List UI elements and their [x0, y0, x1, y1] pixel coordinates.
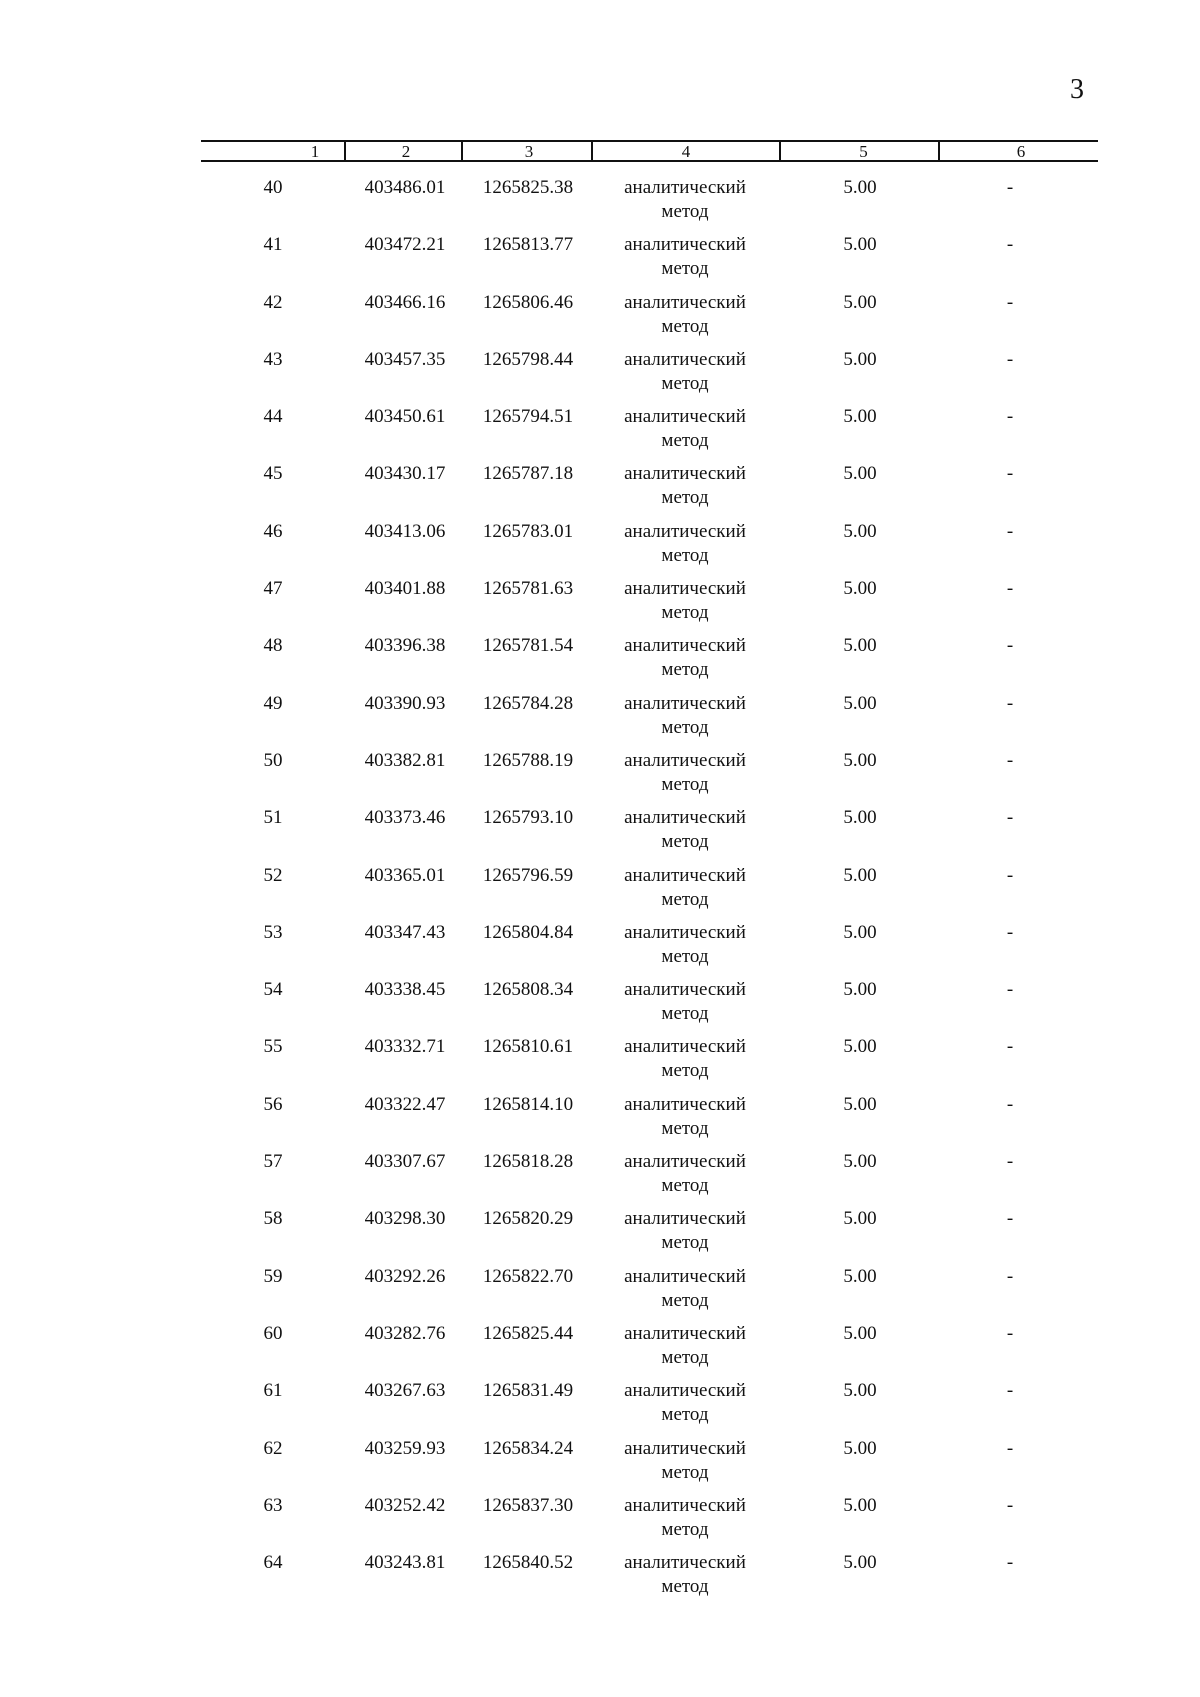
- coord-y: 1265806.46: [482, 291, 574, 313]
- coord-y: 1265781.63: [482, 578, 574, 600]
- method-line-2: метод: [661, 773, 709, 795]
- error-value: 5.00: [843, 406, 877, 428]
- note: -: [1006, 864, 1014, 886]
- note: -: [1006, 1151, 1014, 1173]
- point-number: 47: [263, 578, 283, 600]
- error-value: 5.00: [843, 1380, 877, 1402]
- coord-y: 1265796.59: [482, 864, 574, 886]
- note: -: [1006, 921, 1014, 943]
- page-number: 3: [1070, 74, 1084, 105]
- note: -: [1006, 291, 1014, 313]
- table-row: [0, 405, 1200, 462]
- note: -: [1006, 749, 1014, 771]
- method-line-2: метод: [661, 315, 709, 337]
- table-row: [0, 462, 1200, 519]
- coord-y: 1265837.30: [482, 1494, 574, 1516]
- method-line-1: аналитический: [624, 979, 746, 1001]
- table-row: [0, 1551, 1200, 1608]
- method-line-1: аналитический: [624, 1265, 746, 1287]
- table-row: [0, 749, 1200, 806]
- method-line-1: аналитический: [624, 348, 746, 370]
- error-value: 5.00: [843, 749, 877, 771]
- point-number: 56: [263, 1093, 283, 1115]
- point-number: 51: [263, 807, 283, 829]
- coord-y: 1265831.49: [482, 1380, 574, 1402]
- method-line-2: метод: [661, 716, 709, 738]
- error-value: 5.00: [843, 1494, 877, 1516]
- point-number: 50: [263, 749, 283, 771]
- error-value: 5.00: [843, 1265, 877, 1287]
- method-line-2: метод: [661, 888, 709, 910]
- coord-x: 403267.63: [364, 1380, 446, 1402]
- coord-x: 403252.42: [364, 1494, 446, 1516]
- method-line-1: аналитический: [624, 692, 746, 714]
- point-number: 61: [263, 1380, 283, 1402]
- method-line-1: аналитический: [624, 864, 746, 886]
- table-row: [0, 634, 1200, 691]
- error-value: 5.00: [843, 177, 877, 198]
- note: -: [1006, 979, 1014, 1001]
- method-line-1: аналитический: [624, 807, 746, 829]
- coord-x: 403413.06: [364, 520, 446, 542]
- table-row: [0, 291, 1200, 348]
- coord-x: 403382.81: [364, 749, 446, 771]
- error-value: 5.00: [843, 291, 877, 313]
- method-line-1: аналитический: [624, 463, 746, 485]
- method-line-2: метод: [661, 1289, 709, 1311]
- table-row: [0, 1379, 1200, 1436]
- method-line-1: аналитический: [624, 1494, 746, 1516]
- coord-y: 1265818.28: [482, 1151, 574, 1173]
- method-line-2: метод: [661, 258, 709, 280]
- method-line-1: аналитический: [624, 1380, 746, 1402]
- error-value: 5.00: [843, 979, 877, 1001]
- method-line-1: аналитический: [624, 635, 746, 657]
- coord-x: 403457.35: [364, 348, 446, 370]
- method: [605, 291, 765, 339]
- method-line-1: аналитический: [624, 1552, 746, 1574]
- header-divider: [344, 140, 346, 162]
- method: [605, 462, 765, 510]
- point-number: 40: [263, 177, 283, 198]
- error-value: 5.00: [843, 921, 877, 943]
- method-line-2: метод: [661, 430, 709, 452]
- error-value: 5.00: [843, 807, 877, 829]
- method-line-1: аналитический: [624, 1151, 746, 1173]
- method: [605, 577, 765, 625]
- error-value: 5.00: [843, 463, 877, 485]
- header-col-4: 4: [681, 142, 691, 161]
- coord-x: 403472.21: [364, 234, 446, 256]
- method-line-2: метод: [661, 1461, 709, 1483]
- coord-y: 1265814.10: [482, 1093, 574, 1115]
- method: [605, 1322, 765, 1370]
- table-header: [201, 140, 1098, 162]
- error-value: 5.00: [843, 1552, 877, 1574]
- coord-x: 403259.93: [364, 1437, 446, 1459]
- coord-x: 403332.71: [364, 1036, 446, 1058]
- table-row: [0, 978, 1200, 1035]
- method-line-2: метод: [661, 945, 709, 967]
- coord-x: 403450.61: [364, 406, 446, 428]
- method: [605, 233, 765, 281]
- point-number: 62: [263, 1437, 283, 1459]
- method-line-2: метод: [661, 1232, 709, 1254]
- method: [605, 806, 765, 854]
- point-number: 48: [263, 635, 283, 657]
- coord-y: 1265781.54: [482, 635, 574, 657]
- coord-x: 403365.01: [364, 864, 446, 886]
- point-number: 44: [263, 406, 283, 428]
- point-number: 58: [263, 1208, 283, 1230]
- point-number: 53: [263, 921, 283, 943]
- table-row: [0, 921, 1200, 978]
- method: [605, 176, 765, 224]
- method: [605, 1150, 765, 1198]
- coord-x: 403292.26: [364, 1265, 446, 1287]
- header-col-1: 1: [310, 142, 320, 161]
- header-col-5: 5: [859, 142, 868, 161]
- header-divider: [461, 140, 463, 162]
- error-value: 5.00: [843, 348, 877, 370]
- coord-x: 403243.81: [364, 1552, 446, 1574]
- point-number: 43: [263, 348, 283, 370]
- method-line-1: аналитический: [624, 291, 746, 313]
- method: [605, 1265, 765, 1313]
- table-row: [0, 176, 1200, 233]
- method-line-1: аналитический: [624, 749, 746, 771]
- coord-x: 403486.01: [364, 177, 446, 198]
- point-number: 60: [263, 1322, 283, 1344]
- method-line-2: метод: [661, 544, 709, 566]
- method: [605, 634, 765, 682]
- table-row: [0, 692, 1200, 749]
- method-line-2: метод: [661, 487, 709, 509]
- coord-y: 1265840.52: [482, 1552, 574, 1574]
- note: -: [1006, 578, 1014, 600]
- header-col-3: 3: [524, 142, 534, 161]
- header-divider: [938, 140, 940, 162]
- note: -: [1006, 692, 1014, 714]
- error-value: 5.00: [843, 1437, 877, 1459]
- note: -: [1006, 1494, 1014, 1516]
- error-value: 5.00: [843, 1322, 877, 1344]
- method-line-2: метод: [661, 1117, 709, 1139]
- error-value: 5.00: [843, 578, 877, 600]
- point-number: 41: [263, 234, 283, 256]
- method: [605, 1437, 765, 1485]
- table-row: [0, 520, 1200, 577]
- method: [605, 1551, 765, 1599]
- note: -: [1006, 1265, 1014, 1287]
- coord-y: 1265787.18: [482, 463, 574, 485]
- coord-y: 1265834.24: [482, 1437, 574, 1459]
- method-line-2: метод: [661, 602, 709, 624]
- method-line-2: метод: [661, 201, 709, 222]
- method-line-2: метод: [661, 1175, 709, 1197]
- table-row: [0, 864, 1200, 921]
- coord-y: 1265813.77: [482, 234, 574, 256]
- point-number: 63: [263, 1494, 283, 1516]
- method: [605, 864, 765, 912]
- error-value: 5.00: [843, 234, 877, 256]
- coord-y: 1265808.34: [482, 979, 574, 1001]
- method-line-1: аналитический: [624, 1208, 746, 1230]
- method-line-2: метод: [661, 1346, 709, 1368]
- method-line-1: аналитический: [624, 234, 746, 256]
- method-line-1: аналитический: [624, 406, 746, 428]
- coord-x: 403396.38: [364, 635, 446, 657]
- note: -: [1006, 1036, 1014, 1058]
- method: [605, 1035, 765, 1083]
- note: -: [1006, 234, 1014, 256]
- table-row: [0, 348, 1200, 405]
- note: -: [1006, 1552, 1014, 1574]
- coord-x: 403466.16: [364, 291, 446, 313]
- method: [605, 348, 765, 396]
- coord-y: 1265794.51: [482, 406, 574, 428]
- point-number: 64: [263, 1552, 283, 1574]
- error-value: 5.00: [843, 520, 877, 542]
- method-line-1: аналитический: [624, 177, 746, 198]
- coord-y: 1265820.29: [482, 1208, 574, 1230]
- note: -: [1006, 635, 1014, 657]
- method: [605, 749, 765, 797]
- note: -: [1006, 348, 1014, 370]
- coord-y: 1265784.28: [482, 692, 574, 714]
- method: [605, 1207, 765, 1255]
- coord-y: 1265788.19: [482, 749, 574, 771]
- table-row: [0, 1093, 1200, 1150]
- note: -: [1006, 1437, 1014, 1459]
- method: [605, 692, 765, 740]
- coord-x: 403401.88: [364, 578, 446, 600]
- table-row: [0, 1494, 1200, 1551]
- method-line-1: аналитический: [624, 1437, 746, 1459]
- note: -: [1006, 406, 1014, 428]
- method-line-1: аналитический: [624, 1322, 746, 1344]
- header-divider: [591, 140, 593, 162]
- coord-x: 403322.47: [364, 1093, 446, 1115]
- coord-y: 1265822.70: [482, 1265, 574, 1287]
- method-line-2: метод: [661, 1003, 709, 1025]
- method: [605, 921, 765, 969]
- table-row: [0, 1322, 1200, 1379]
- point-number: 46: [263, 520, 283, 542]
- method: [605, 978, 765, 1026]
- method-line-1: аналитический: [624, 520, 746, 542]
- error-value: 5.00: [843, 864, 877, 886]
- coord-x: 403298.30: [364, 1208, 446, 1230]
- coord-y: 1265804.84: [482, 921, 574, 943]
- table-body: [0, 176, 1200, 1608]
- coord-x: 403347.43: [364, 921, 446, 943]
- coord-x: 403282.76: [364, 1322, 446, 1344]
- note: -: [1006, 1208, 1014, 1230]
- method: [605, 1093, 765, 1141]
- note: -: [1006, 177, 1014, 198]
- table-row: [0, 1207, 1200, 1264]
- point-number: 49: [263, 692, 283, 714]
- method: [605, 405, 765, 453]
- method-line-2: метод: [661, 1576, 709, 1598]
- method-line-1: аналитический: [624, 578, 746, 600]
- coord-y: 1265825.38: [482, 177, 574, 198]
- coord-x: 403373.46: [364, 807, 446, 829]
- error-value: 5.00: [843, 1036, 877, 1058]
- method-line-2: метод: [661, 1518, 709, 1540]
- header-col-6: 6: [1016, 142, 1026, 161]
- coord-x: 403338.45: [364, 979, 446, 1001]
- point-number: 59: [263, 1265, 283, 1287]
- note: -: [1006, 1380, 1014, 1402]
- method-line-2: метод: [661, 831, 709, 853]
- error-value: 5.00: [843, 692, 877, 714]
- point-number: 52: [263, 864, 283, 886]
- method-line-1: аналитический: [624, 921, 746, 943]
- method-line-1: аналитический: [624, 1036, 746, 1058]
- coord-x: 403307.67: [364, 1151, 446, 1173]
- coord-y: 1265825.44: [482, 1322, 574, 1344]
- table-row: [0, 1150, 1200, 1207]
- coord-y: 1265810.61: [482, 1036, 574, 1058]
- note: -: [1006, 807, 1014, 829]
- note: -: [1006, 520, 1014, 542]
- coord-x: 403430.17: [364, 463, 446, 485]
- method: [605, 520, 765, 568]
- method-line-2: метод: [661, 1060, 709, 1082]
- note: -: [1006, 1093, 1014, 1115]
- note: -: [1006, 463, 1014, 485]
- error-value: 5.00: [843, 1208, 877, 1230]
- coord-y: 1265783.01: [482, 520, 574, 542]
- method-line-1: аналитический: [624, 1093, 746, 1115]
- table-row: [0, 233, 1200, 290]
- method: [605, 1379, 765, 1427]
- table-row: [0, 1035, 1200, 1092]
- point-number: 54: [263, 979, 283, 1001]
- error-value: 5.00: [843, 1151, 877, 1173]
- table-row: [0, 1265, 1200, 1322]
- table-row: [0, 577, 1200, 634]
- error-value: 5.00: [843, 635, 877, 657]
- header-divider: [779, 140, 781, 162]
- header-col-2: 2: [401, 142, 411, 161]
- error-value: 5.00: [843, 1093, 877, 1115]
- method-line-2: метод: [661, 1404, 709, 1426]
- method: [605, 1494, 765, 1542]
- point-number: 55: [263, 1036, 283, 1058]
- method-line-2: метод: [661, 659, 709, 681]
- coord-x: 403390.93: [364, 692, 446, 714]
- coord-y: 1265798.44: [482, 348, 574, 370]
- table-row: [0, 806, 1200, 863]
- note: -: [1006, 1322, 1014, 1344]
- table-row: [0, 1437, 1200, 1494]
- point-number: 57: [263, 1151, 283, 1173]
- point-number: 42: [263, 291, 283, 313]
- point-number: 45: [263, 463, 283, 485]
- coord-y: 1265793.10: [482, 807, 574, 829]
- method-line-2: метод: [661, 372, 709, 394]
